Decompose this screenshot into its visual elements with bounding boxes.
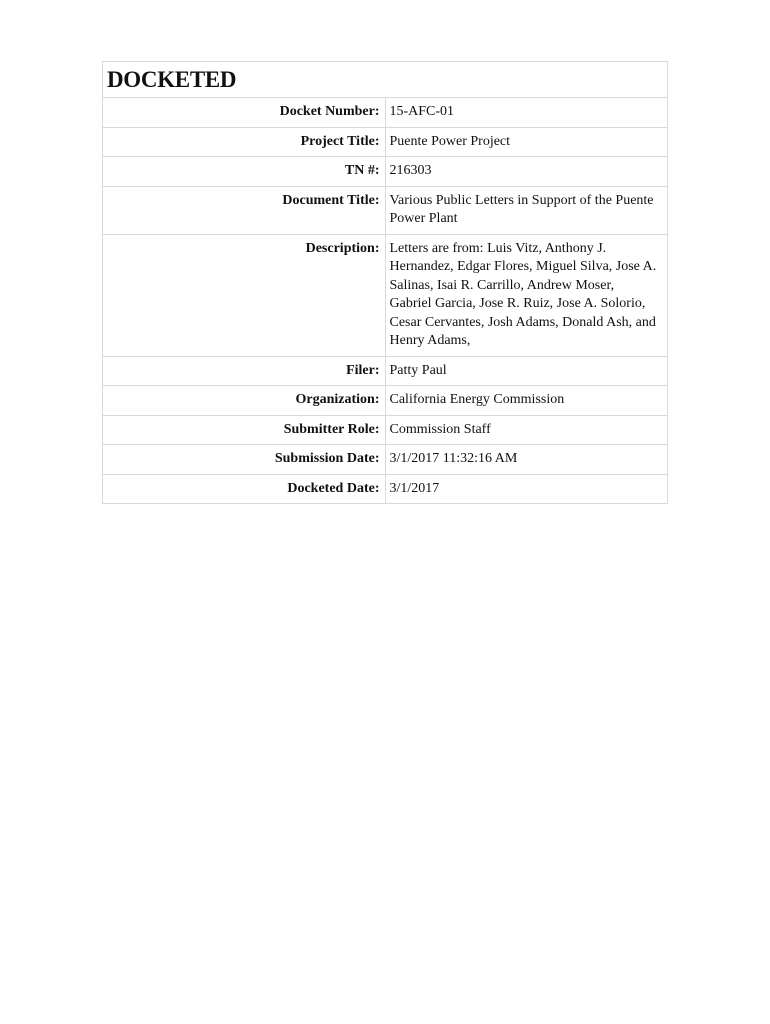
field-value-document-title: Various Public Letters in Support of the Puente Power Plant [385,186,668,234]
field-value-tn: 216303 [385,157,668,187]
field-value-organization: California Energy Commission [385,386,668,416]
field-label-filer: Filer: [103,356,386,386]
field-label-submitter-role: Submitter Role: [103,415,386,445]
docket-header-row [103,62,668,98]
field-label-document-title: Document Title: [103,186,386,234]
field-label-docketed-date: Docketed Date: [103,474,386,504]
field-row-docketed-date [103,474,668,504]
field-value-submitter-role: Commission Staff [385,415,668,445]
field-value-description: Letters are from: Luis Vitz, Anthony J. Hernandez, Edgar Flores, Miguel Silva, Jose A. Salinas, Isai R. Carrillo, Andrew Moser, Gabriel Garcia, Jose R. Ruiz, Jose A. Solorio, Cesar Cervantes, Josh Adams, Donald Ash, and Henry Adams, [385,234,668,356]
field-row-document-title [103,186,668,234]
field-label-project-title: Project Title: [103,127,386,157]
field-row-docket-number [103,98,668,128]
field-row-filer [103,356,668,386]
field-value-project-title: Puente Power Project [385,127,668,157]
docket-table [102,61,668,504]
field-label-tn: TN #: [103,157,386,187]
field-label-submission-date: Submission Date: [103,445,386,475]
field-label-docket-number: Docket Number: [103,98,386,128]
field-label-description: Description: [103,234,386,356]
field-row-submission-date [103,445,668,475]
field-value-filer: Patty Paul [385,356,668,386]
field-label-organization: Organization: [103,386,386,416]
field-row-description [103,234,668,356]
field-row-project-title [103,127,668,157]
field-row-submitter-role [103,415,668,445]
docketed-title: DOCKETED [103,62,668,98]
field-row-tn [103,157,668,187]
field-value-docketed-date: 3/1/2017 [385,474,668,504]
field-value-docket-number: 15-AFC-01 [385,98,668,128]
field-row-organization [103,386,668,416]
field-value-submission-date: 3/1/2017 11:32:16 AM [385,445,668,475]
